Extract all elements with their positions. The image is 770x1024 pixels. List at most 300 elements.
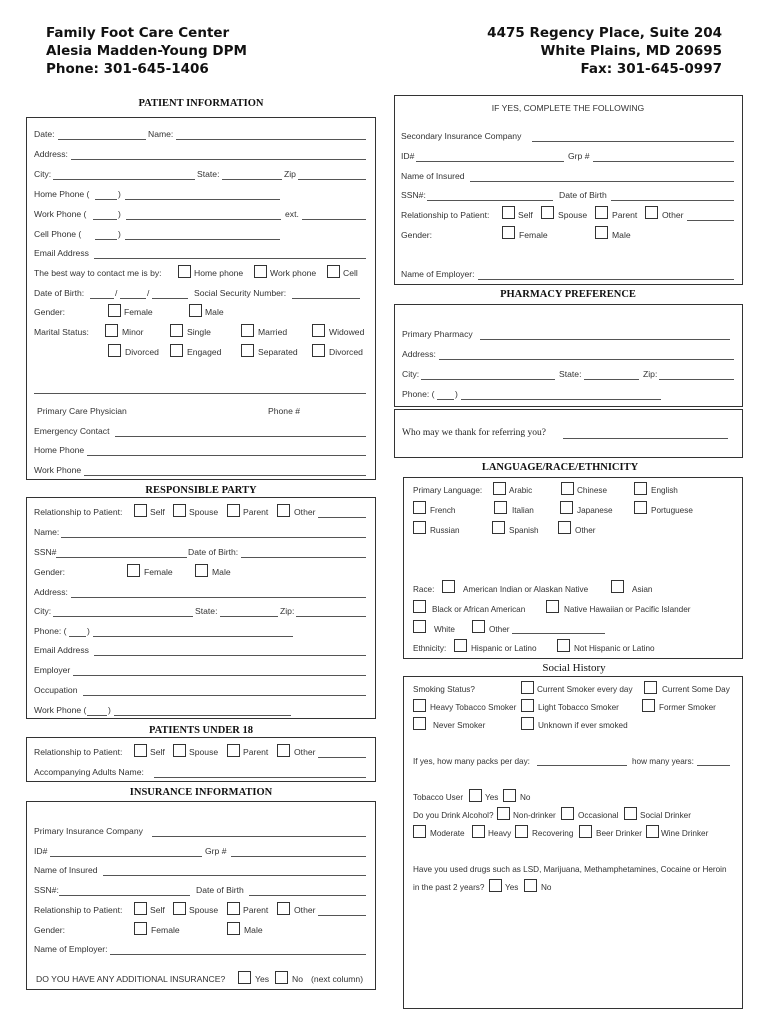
practice-phone: Phone: 301-645-1406: [46, 61, 209, 77]
female-label: Female: [519, 230, 548, 240]
tobacco-yes-checkbox[interactable]: [469, 789, 482, 802]
contact-pref-label: The best way to contact me is by:: [34, 268, 162, 278]
paren: ): [118, 229, 121, 239]
heavy-drinker-label: Heavy: [488, 829, 512, 838]
tobacco-no-label: No: [520, 793, 531, 802]
heavy-drinker-checkbox[interactable]: [472, 825, 485, 838]
cell-phone-label: Cell Phone (: [34, 229, 82, 239]
single-label: Single: [187, 327, 211, 337]
paren: ): [118, 189, 121, 199]
sec-spouse-checkbox[interactable]: [541, 206, 554, 219]
home-phone-field[interactable]: [125, 199, 280, 200]
address-label: Address:: [402, 349, 436, 359]
ins-dob-field[interactable]: [249, 895, 366, 896]
language-other-checkbox[interactable]: [558, 521, 571, 534]
not-hispanic-checkbox[interactable]: [557, 639, 570, 652]
resp-phone-field[interactable]: [93, 636, 293, 637]
work-phone-label: Work Phone (: [34, 705, 87, 715]
never-smoker-checkbox[interactable]: [413, 717, 426, 730]
ins-male-checkbox[interactable]: [227, 922, 240, 935]
date-label: Date:: [34, 129, 55, 139]
hispanic-label: Hispanic or Latino: [471, 644, 537, 653]
spanish-checkbox[interactable]: [492, 521, 505, 534]
heavy-smoker-label: Heavy Tobacco Smoker: [430, 703, 517, 712]
resp-address-field[interactable]: [71, 597, 366, 598]
packs-field[interactable]: [537, 765, 627, 766]
resp-city-field[interactable]: [53, 616, 193, 617]
paren: ): [455, 389, 458, 399]
resp-state-field[interactable]: [220, 616, 278, 617]
drugs-question-2: in the past 2 years?: [413, 883, 485, 892]
pharm-zip-field[interactable]: [659, 379, 734, 380]
primary-language-label: Primary Language:: [413, 486, 483, 495]
drugs-question: Have you used drugs such as LSD, Marijuana, Methamphetamines, Cocaine or Heroin: [413, 865, 727, 874]
gender-label: Gender:: [34, 307, 66, 317]
cell-phone-field[interactable]: [125, 239, 280, 240]
resp-work-field[interactable]: [114, 715, 291, 716]
race-other-label: Other: [489, 625, 510, 634]
dob-slash: /: [115, 288, 118, 298]
ins-grp-field[interactable]: [231, 856, 366, 857]
japanese-label: Japanese: [577, 506, 613, 515]
chinese-label: Chinese: [577, 486, 608, 495]
name-label: Name:: [148, 129, 174, 139]
zip-label: Zip: [284, 169, 296, 179]
primary-pharmacy-label: Primary Pharmacy: [402, 329, 473, 339]
resp-occupation-field[interactable]: [83, 695, 366, 696]
u18-parent-checkbox[interactable]: [227, 744, 240, 757]
drugs-no-checkbox[interactable]: [524, 879, 537, 892]
self-label: Self: [150, 747, 165, 757]
spouse-label: Spouse: [189, 747, 219, 757]
resp-name-field[interactable]: [61, 537, 366, 538]
referral-question: Who may we thank for referring you?: [402, 428, 547, 438]
asian-checkbox[interactable]: [611, 580, 624, 593]
doctor-name: Alesia Madden-Young DPM: [46, 43, 247, 59]
race-other-field[interactable]: [512, 633, 605, 634]
ssn-label: SSN#: [34, 547, 57, 557]
smoking-label: Smoking Status?: [413, 685, 475, 694]
married-label: Married: [258, 327, 288, 337]
u18-adults-field[interactable]: [154, 777, 366, 778]
heavy-smoker-checkbox[interactable]: [413, 699, 426, 712]
u18-other-checkbox[interactable]: [277, 744, 290, 757]
light-smoker-checkbox[interactable]: [521, 699, 534, 712]
tobacco-yes-label: Yes: [485, 793, 499, 802]
ins-other-checkbox[interactable]: [277, 902, 290, 915]
patient-info-title: PATIENT INFORMATION: [138, 98, 264, 109]
never-smoker-label: Never Smoker: [433, 721, 486, 730]
language-title: LANGUAGE/RACE/ETHNICITY: [481, 462, 639, 473]
resp-email-field[interactable]: [94, 655, 366, 656]
sec-self-checkbox[interactable]: [502, 206, 515, 219]
paren: ): [118, 209, 121, 219]
unknown-smoker-label: Unknown if ever smoked: [538, 721, 628, 730]
self-label: Self: [518, 210, 533, 220]
not-hispanic-label: Not Hispanic or Latino: [574, 644, 655, 653]
address-field[interactable]: [71, 159, 366, 160]
female-label: Female: [151, 925, 180, 935]
sec-dob-field[interactable]: [611, 200, 734, 201]
city-label: City:: [34, 606, 52, 616]
spouse-label: Spouse: [558, 210, 588, 220]
practice-header-left: [46, 24, 247, 78]
russian-checkbox[interactable]: [413, 521, 426, 534]
grp-label: Grp #: [205, 846, 227, 856]
spanish-label: Spanish: [509, 526, 539, 535]
home-phone-area[interactable]: [95, 199, 117, 200]
race-other-checkbox[interactable]: [472, 620, 485, 633]
drugs-yes-label: Yes: [505, 883, 519, 892]
cell-phone-area[interactable]: [95, 239, 117, 240]
french-label: French: [430, 506, 456, 515]
ins-female-checkbox[interactable]: [134, 922, 147, 935]
secondary-company-field[interactable]: [532, 141, 734, 142]
tobacco-no-checkbox[interactable]: [503, 789, 516, 802]
gender-label: Gender:: [401, 230, 433, 240]
self-label: Self: [150, 905, 165, 915]
grp-label: Grp #: [568, 151, 590, 161]
sec-grp-field[interactable]: [593, 161, 734, 162]
employer-label: Name of Employer:: [401, 269, 475, 279]
asian-label: Asian: [632, 585, 653, 594]
resp-zip-field[interactable]: [296, 616, 366, 617]
english-label: English: [651, 486, 678, 495]
resp-other-checkbox[interactable]: [277, 504, 290, 517]
sec-id-field[interactable]: [416, 161, 564, 162]
wine-drinker-label: Wine Drinker: [661, 829, 709, 838]
relationship-label: Relationship to Patient:: [34, 747, 123, 757]
current-some-checkbox[interactable]: [644, 681, 657, 694]
arabic-label: Arabic: [509, 486, 533, 495]
other-label: Other: [294, 905, 316, 915]
gender-female-checkbox[interactable]: [108, 304, 121, 317]
white-label: White: [434, 625, 455, 634]
resp-employer-field[interactable]: [73, 675, 366, 676]
practice-city: White Plains, MD 20695: [540, 43, 722, 59]
dob-label: Date of Birth: [559, 190, 607, 200]
ec-work-label: Work Phone: [34, 465, 82, 475]
city-field[interactable]: [53, 179, 195, 180]
self-label: Self: [150, 507, 165, 517]
italian-label: Italian: [512, 506, 534, 515]
race-label: Race:: [413, 585, 435, 594]
arabic-checkbox[interactable]: [493, 482, 506, 495]
under18-title: PATIENTS UNDER 18: [148, 725, 254, 736]
occasional-checkbox[interactable]: [561, 807, 574, 820]
state-label: State:: [559, 369, 582, 379]
ssn-field[interactable]: [292, 298, 360, 299]
ssn-label: Social Security Number:: [194, 288, 287, 298]
pharm-state-field[interactable]: [584, 379, 639, 380]
widowed-checkbox[interactable]: [312, 324, 325, 337]
drugs-no-label: No: [541, 883, 552, 892]
sec-parent-checkbox[interactable]: [595, 206, 608, 219]
ec-work-field[interactable]: [84, 475, 366, 476]
light-smoker-label: Light Tobacco Smoker: [538, 703, 619, 712]
resp-spouse-checkbox[interactable]: [173, 504, 186, 517]
gender-label: Gender:: [34, 567, 66, 577]
packs-label: If yes, how many packs per day:: [413, 757, 530, 766]
pcp-label: Primary Care Physician: [37, 406, 127, 416]
hawaiian-checkbox[interactable]: [546, 600, 559, 613]
id-label: ID#: [401, 151, 415, 161]
resp-ssn-field[interactable]: [56, 557, 187, 558]
separated-checkbox[interactable]: [241, 344, 254, 357]
sec-insured-field[interactable]: [470, 181, 734, 182]
white-checkbox[interactable]: [413, 620, 426, 633]
zip-label: Zip:: [280, 606, 295, 616]
emergency-field[interactable]: [115, 436, 366, 437]
work-phone-area[interactable]: [93, 219, 117, 220]
resp-other-field[interactable]: [318, 517, 366, 518]
japanese-checkbox[interactable]: [560, 501, 573, 514]
resp-self-checkbox[interactable]: [134, 504, 147, 517]
no-label: No: [292, 974, 303, 984]
sec-ssn-field[interactable]: [427, 200, 553, 201]
divorced2-label: Divorced: [329, 347, 363, 357]
sec-female-checkbox[interactable]: [502, 226, 515, 239]
black-label: Black or African American: [432, 605, 526, 614]
dob-label: Date of Birth: [196, 885, 244, 895]
beer-drinker-label: Beer Drinker: [596, 829, 642, 838]
paren: ): [108, 705, 111, 715]
primary-insurance-field[interactable]: [152, 836, 366, 837]
italian-checkbox[interactable]: [494, 501, 507, 514]
beer-drinker-checkbox[interactable]: [579, 825, 592, 838]
work-phone-field[interactable]: [126, 219, 281, 220]
ins-employer-field[interactable]: [110, 954, 366, 955]
pharm-city-field[interactable]: [421, 379, 555, 380]
american-indian-label: American Indian or Alaskan Native: [463, 585, 589, 594]
russian-label: Russian: [430, 526, 460, 535]
minor-checkbox[interactable]: [105, 324, 118, 337]
social-drinker-checkbox[interactable]: [624, 807, 637, 820]
city-label: City:: [402, 369, 420, 379]
years-field[interactable]: [697, 765, 730, 766]
additional-yes-checkbox[interactable]: [238, 971, 251, 984]
additional-insurance-label: DO YOU HAVE ANY ADDITIONAL INSURANCE?: [36, 974, 226, 984]
gender-label: Gender:: [34, 925, 66, 935]
divorced-checkbox[interactable]: [108, 344, 121, 357]
pcp-phone-label: Phone #: [268, 406, 301, 416]
additional-no-checkbox[interactable]: [275, 971, 288, 984]
black-checkbox[interactable]: [413, 600, 426, 613]
ssn-label: SSN#:: [34, 885, 59, 895]
non-drinker-checkbox[interactable]: [497, 807, 510, 820]
pharmacy-title: PHARMACY PREFERENCE: [500, 289, 636, 300]
sec-other-checkbox[interactable]: [645, 206, 658, 219]
american-indian-checkbox[interactable]: [442, 580, 455, 593]
divorced2-checkbox[interactable]: [312, 344, 325, 357]
years-label: how many years:: [632, 757, 694, 766]
pharm-phone-area[interactable]: [437, 399, 454, 400]
hawaiian-label: Native Hawaiian or Pacific Islander: [564, 605, 691, 614]
practice-fax: Fax: 301-645-0997: [580, 61, 722, 77]
next-column-note: (next column): [311, 974, 364, 984]
city-label: City:: [34, 169, 52, 179]
resp-male-checkbox[interactable]: [195, 564, 208, 577]
moderate-checkbox[interactable]: [413, 825, 426, 838]
email-field[interactable]: [94, 258, 366, 259]
married-checkbox[interactable]: [241, 324, 254, 337]
sec-employer-field[interactable]: [478, 279, 734, 280]
ethnicity-label: Ethnicity:: [413, 644, 447, 653]
dob-label: Date of Birth:: [34, 288, 85, 298]
resp-parent-checkbox[interactable]: [227, 504, 240, 517]
contact-work-checkbox[interactable]: [254, 265, 267, 278]
ins-self-checkbox[interactable]: [134, 902, 147, 915]
ins-spouse-checkbox[interactable]: [173, 902, 186, 915]
portuguese-checkbox[interactable]: [634, 501, 647, 514]
ins-ssn-field[interactable]: [59, 895, 190, 896]
gender-male-label: Male: [205, 307, 224, 317]
id-label: ID#: [34, 846, 48, 856]
spouse-label: Spouse: [189, 905, 219, 915]
occupation-label: Occupation: [34, 685, 78, 695]
other-label: Other: [662, 210, 684, 220]
dob-month[interactable]: [90, 298, 114, 299]
parent-label: Parent: [243, 747, 269, 757]
occasional-label: Occasional: [578, 811, 619, 820]
yes-label: Yes: [255, 974, 270, 984]
moderate-label: Moderate: [430, 829, 465, 838]
state-label: State:: [197, 169, 220, 179]
ext-label: ext.: [285, 209, 299, 219]
former-smoker-checkbox[interactable]: [642, 699, 655, 712]
contact-home-label: Home phone: [194, 268, 244, 278]
other-label: Other: [294, 747, 316, 757]
hispanic-checkbox[interactable]: [454, 639, 467, 652]
resp-female-checkbox[interactable]: [127, 564, 140, 577]
gender-female-label: Female: [124, 307, 153, 317]
u18-other-field[interactable]: [318, 757, 366, 758]
resp-dob-field[interactable]: [241, 557, 366, 558]
primary-insurance-label: Primary Insurance Company: [34, 826, 143, 836]
separated-label: Separated: [258, 347, 298, 357]
zip-label: Zip:: [643, 369, 658, 379]
email-label: Email Address: [34, 248, 89, 258]
address-label: Address:: [34, 587, 68, 597]
ins-other-field[interactable]: [318, 915, 366, 916]
former-smoker-label: Former Smoker: [659, 703, 716, 712]
widowed-label: Widowed: [329, 327, 365, 337]
spouse-label: Spouse: [189, 507, 219, 517]
male-label: Male: [244, 925, 263, 935]
contact-home-checkbox[interactable]: [178, 265, 191, 278]
dob-year[interactable]: [152, 298, 188, 299]
employer-label: Name of Employer:: [34, 944, 108, 954]
state-field[interactable]: [222, 179, 282, 180]
non-drinker-label: Non-drinker: [513, 811, 556, 820]
current-every-checkbox[interactable]: [521, 681, 534, 694]
insured-label: Name of Insured: [34, 865, 98, 875]
single-checkbox[interactable]: [170, 324, 183, 337]
other-label: Other: [294, 507, 316, 517]
male-label: Male: [612, 230, 631, 240]
ec-home-field[interactable]: [87, 455, 366, 456]
dob-slash: /: [147, 288, 150, 298]
drugs-yes-checkbox[interactable]: [489, 879, 502, 892]
work-phone-label: Work Phone (: [34, 209, 87, 219]
recovering-checkbox[interactable]: [515, 825, 528, 838]
home-phone-label: Home Phone (: [34, 189, 90, 199]
parent-label: Parent: [243, 507, 269, 517]
wine-drinker-checkbox[interactable]: [646, 825, 659, 838]
pharm-address-field[interactable]: [439, 359, 734, 360]
responsible-title: RESPONSIBLE PARTY: [145, 485, 257, 496]
portuguese-label: Portuguese: [651, 506, 693, 515]
social-drinker-label: Social Drinker: [640, 811, 691, 820]
chinese-checkbox[interactable]: [561, 482, 574, 495]
tobacco-label: Tobacco User: [413, 793, 464, 802]
emergency-label: Emergency Contact: [34, 426, 110, 436]
email-label: Email Address: [34, 645, 89, 655]
address-label: Address:: [34, 149, 68, 159]
sec-other-field[interactable]: [687, 220, 734, 221]
blank-line[interactable]: [34, 393, 366, 394]
relationship-label: Relationship to Patient:: [34, 507, 123, 517]
sec-male-checkbox[interactable]: [595, 226, 608, 239]
state-label: State:: [195, 606, 218, 616]
contact-cell-label: Cell: [343, 268, 358, 278]
minor-label: Minor: [122, 327, 144, 337]
referral-field[interactable]: [563, 438, 728, 439]
practice-address: 4475 Regency Place, Suite 204: [487, 25, 722, 41]
insurance-title: INSURANCE INFORMATION: [129, 787, 273, 798]
zip-field[interactable]: [298, 179, 366, 180]
insured-label: Name of Insured: [401, 171, 465, 181]
primary-pharmacy-field[interactable]: [480, 339, 730, 340]
engaged-checkbox[interactable]: [170, 344, 183, 357]
recovering-label: Recovering: [532, 829, 574, 838]
resp-phone-area[interactable]: [69, 636, 86, 637]
dob-label: Date of Birth:: [188, 547, 239, 557]
secondary-title: IF YES, COMPLETE THE FOLLOWING: [491, 103, 645, 113]
pharmacy-panel: [394, 304, 743, 407]
resp-work-area[interactable]: [87, 715, 107, 716]
ssn-label: SSN#:: [401, 190, 426, 200]
parent-label: Parent: [243, 905, 269, 915]
gender-male-checkbox[interactable]: [189, 304, 202, 317]
phone-label: Phone: (: [402, 389, 435, 399]
paren: ): [87, 626, 90, 636]
current-some-label: Current Some Day: [662, 685, 730, 694]
name-field[interactable]: [176, 139, 366, 140]
ins-insured-field[interactable]: [103, 875, 366, 876]
ins-parent-checkbox[interactable]: [227, 902, 240, 915]
ext-field[interactable]: [302, 219, 366, 220]
current-every-label: Current Smoker every day: [537, 685, 633, 694]
unknown-smoker-checkbox[interactable]: [521, 717, 534, 730]
date-field[interactable]: [58, 139, 146, 140]
pharm-phone-field[interactable]: [461, 399, 661, 400]
ins-id-field[interactable]: [50, 856, 202, 857]
practice-header-right: [487, 24, 722, 78]
male-label: Male: [212, 567, 231, 577]
practice-name: Family Foot Care Center: [46, 25, 230, 41]
english-checkbox[interactable]: [634, 482, 647, 495]
divorced-label: Divorced: [125, 347, 159, 357]
relationship-label: Relationship to Patient:: [34, 905, 123, 915]
alcohol-label: Do you Drink Alcohol?: [413, 811, 494, 820]
u18-spouse-checkbox[interactable]: [173, 744, 186, 757]
u18-self-checkbox[interactable]: [134, 744, 147, 757]
contact-cell-checkbox[interactable]: [327, 265, 340, 278]
dob-day[interactable]: [120, 298, 146, 299]
engaged-label: Engaged: [187, 347, 222, 357]
french-checkbox[interactable]: [413, 501, 426, 514]
